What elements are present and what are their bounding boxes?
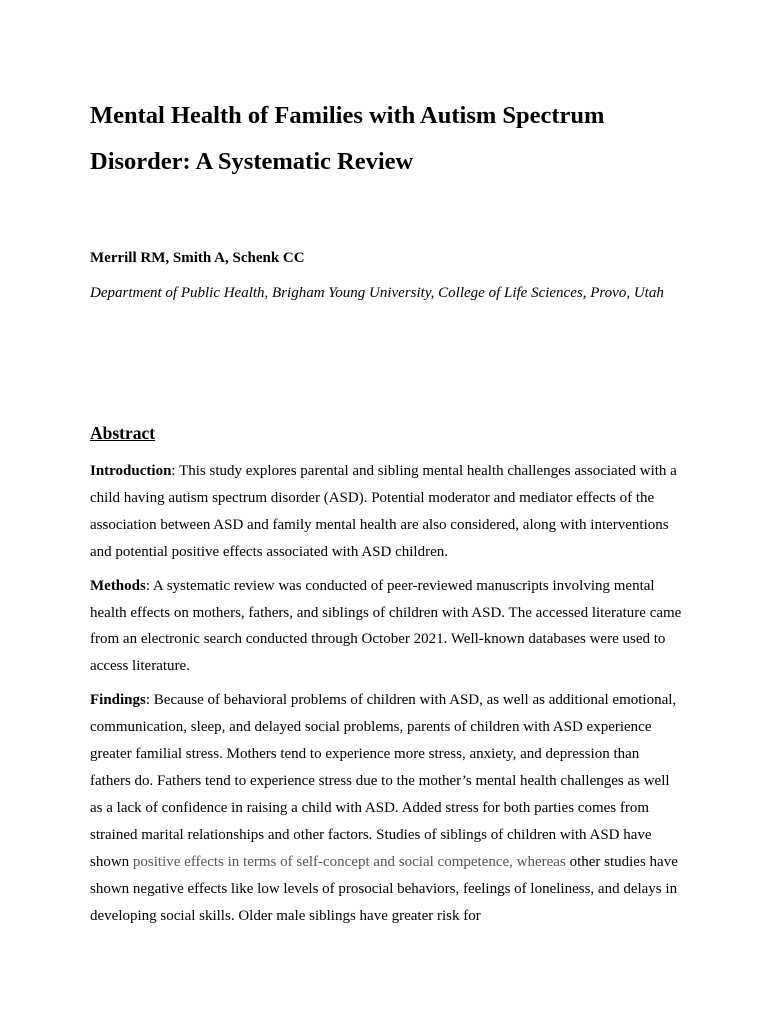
findings-text-after: other studies have shown negative effects like low levels of prosocial behaviors, feelings of loneliness, and delays in developing social skills. Older male siblings have greater risk for bbox=[90, 853, 678, 924]
introduction-text: : This study explores parental and sibling mental health challenges associated with a child having autism spectrum disorder (ASD). Potential moderator and mediator effects of the association between ASD and family mental health are also considered, along with interventions and potential positive effects associated with ASD children. bbox=[90, 463, 677, 560]
findings-text-highlight: positive effects in terms of self-concept and social competence, whereas bbox=[132, 853, 566, 870]
introduction-label: Introduction bbox=[90, 463, 172, 479]
methods-text: : A systematic review was conducted of peer-reviewed manuscripts involving mental health effects on mothers, fathers, and siblings of children with ASD. The accessed literature came from an electronic search conducted through October 2021. Well-known databases were used to access literature. bbox=[90, 577, 682, 675]
abstract-heading: Abstract bbox=[90, 423, 156, 443]
findings-paragraph bbox=[90, 687, 682, 929]
introduction-paragraph bbox=[90, 458, 682, 566]
author-list: Merrill RM, Smith A, Schenk CC bbox=[90, 250, 305, 266]
findings-label: Findings bbox=[90, 692, 146, 709]
paper-title: Mental Health of Families with Autism Spectrum Disorder: A Systematic Review bbox=[90, 102, 605, 175]
abstract-body bbox=[90, 458, 682, 936]
author-affiliation: Department of Public Health, Brigham Young University, College of Life Sciences, Provo, Utah bbox=[90, 285, 664, 301]
methods-label: Methods bbox=[90, 577, 146, 594]
findings-text-before: : Because of behavioral problems of children with ASD, as well as additional emotional, communication, sleep, and delayed social problems, parents of children with ASD experience greater familial stress. Mothers tend to experience more stress, anxiety, and depression than fathers do. Fathers tend to experience stress due to the mother’s mental health challenges as well as a lack of confidence in raising a child with ASD. Added stress for both parties comes from strained marital relationships and other factors. Studies of siblings of children with ASD have shown bbox=[90, 692, 677, 870]
methods-paragraph bbox=[90, 573, 682, 681]
